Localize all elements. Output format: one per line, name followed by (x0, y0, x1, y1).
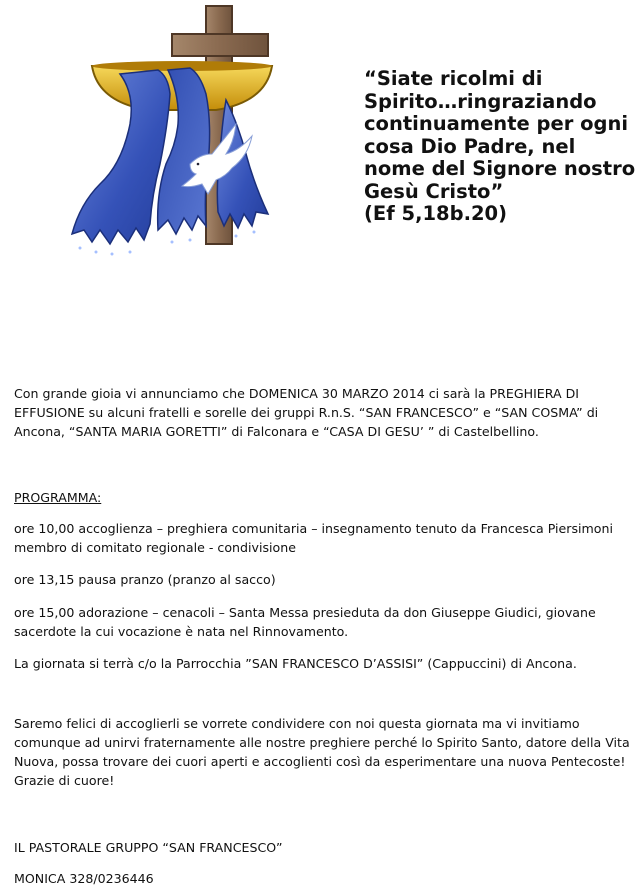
intro-paragraph: Con grande gioia vi annunciamo che DOMENICA 30 MARZO 2014 ci sarà la PREGHIERA DI EFFUSIONE su alcuni fratelli e sorelle dei gruppi R.n.S. “SAN FRANCESCO” e “SAN COSMA” di Ancona, “SANTA MARIA GORETTI” di Falconara e “CASA DI GESU’ ” di Castelbellino. (14, 386, 599, 439)
location-text: La giornata si terrà c/o la Parrocchia ”SAN FRANCESCO D’ASSISI” (Cappuccini) di Ancona. (14, 656, 577, 671)
quote-text: “Siate ricolmi di Spirito…ringraziando continuamente per ogni cosa Dio Padre, nel nome del Signore nostro Gesù Cristo” (364, 67, 636, 203)
cross-horizontal-beam (172, 34, 268, 56)
program-heading: PROGRAMMA: (14, 490, 102, 505)
signature: IL PASTORALE GRUPPO “SAN FRANCESCO” (14, 840, 283, 855)
closing-paragraph: Saremo felici di accoglierli se vorrete condividere con noi questa giornata ma vi invitiamo comunque ad unirvi fraternamente alle nostre preghiere perché lo Spirito Santo, datore della Vita Nuova, possa trovare dei cuori aperti e accoglienti così da esperimentare una nuova Pentecoste! Grazie di cuore! (14, 716, 630, 788)
quote-reference: (Ef 5,18b.20) (364, 202, 508, 225)
rns-logo-chalice-cross-dove-icon (40, 4, 290, 266)
program-item: ore 10,00 accoglienza – preghiera comunitaria – insegnamento tenuto da Francesca Piersimoni membro di comitato regionale - condivisione (14, 521, 613, 555)
program-item: ore 13,15 pausa pranzo (pranzo al sacco) (14, 572, 276, 587)
program-item: ore 15,00 adorazione – cenacoli – Santa Messa presieduta da don Giuseppe Giudici, giovane sacerdote la cui vocazione è nata nel Rinnovamento. (14, 605, 596, 639)
bible-quote (364, 68, 640, 226)
contact-info: MONICA 328/0236446 (14, 871, 154, 886)
